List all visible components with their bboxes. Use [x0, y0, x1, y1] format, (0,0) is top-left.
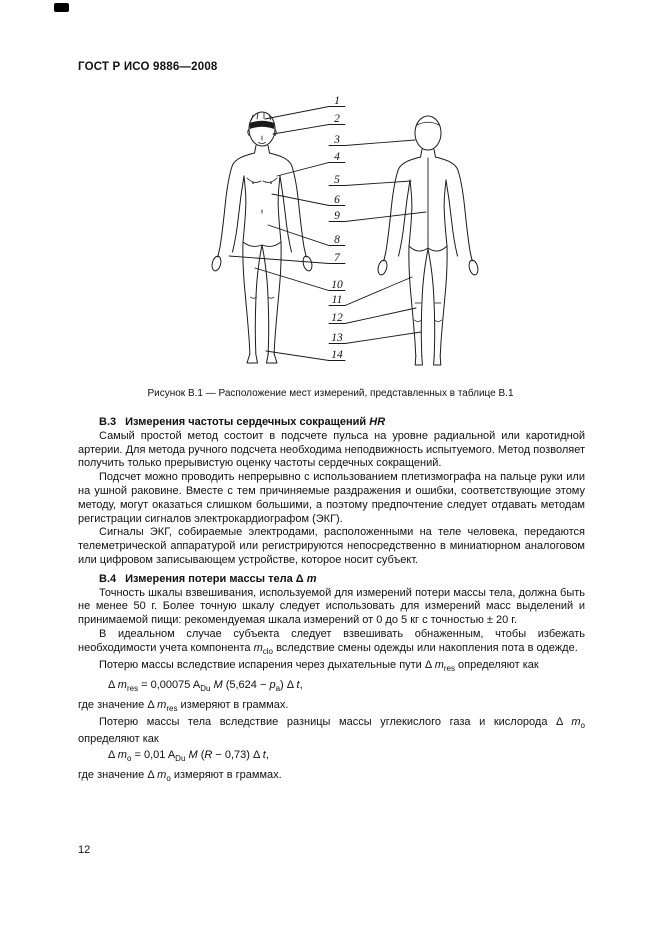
var-m-res: m — [157, 698, 167, 711]
var-m-clo: m — [253, 641, 263, 654]
headband — [250, 121, 274, 129]
figure-label-2: 2 — [334, 113, 340, 125]
figure-label-6: 6 — [334, 194, 340, 206]
formula-var: A — [192, 678, 201, 691]
paragraph-b4-3 — [78, 659, 585, 676]
doc-header-title: ГОСТ Р ИСО 9886—2008 — [78, 61, 218, 73]
sub-o: o — [166, 774, 171, 784]
formula-sub: o — [126, 754, 132, 764]
formula-part: ( — [200, 749, 205, 762]
formula-part: ) Δ — [280, 678, 297, 691]
formula-var: M — [185, 749, 201, 762]
figure-label-10: 10 — [331, 279, 343, 291]
formula-var: A — [167, 749, 176, 762]
paragraph-b4-4-text: где значение Δ — [78, 698, 158, 711]
section-b4-heading — [78, 573, 585, 587]
paragraph-b3-3: Сигналы ЭКГ, собираемые электродами, расположенными на теле человека, передаются телеметрической аппаратурой или регистрируются непосредственно в миниатюрном аналоговом или цифровом записывающем устройстве, которое носит субъект. — [78, 526, 585, 566]
paragraph-b4-1: Точность шкалы взвешивания, используемой для измерений потери массы тела, должна быть не менее 50 г. Более точную шкалу следует использовать для измерений масс выделений и принимаемой пищи: рекомендуемая шкала измерений от 0 до 5 кг с точностью ± 20 г. — [78, 586, 585, 627]
formula-part: (5,624 − — [225, 678, 270, 691]
figure-label-11: 11 — [331, 294, 343, 306]
figure-caption: Рисунок В.1 — Расположение мест измерений, представленных в таблице В.1 — [147, 388, 514, 399]
paragraph-b4-2-text: В идеальном случае субъекта следует взвешивать обнаженным, чтобы избежать необходимости учета компонента — [78, 627, 585, 654]
formula-var: t — [296, 678, 300, 691]
sub-res: res — [443, 663, 455, 673]
formula-sub: Du — [175, 754, 186, 764]
figure-label-4: 4 — [334, 151, 340, 163]
paragraph-b3-2: Подсчет можно проводить непрерывно с использованием плетизмографа на пальце руки или на ушной раковине. Вместе с тем причиняемые раздражения и ошибки, соответствующие этому методу, могут оказаться слишком большими, а поэтому предпочтение следует отдавать методам регистрации сигналов электрокардиографом (ЭКГ). — [78, 471, 585, 525]
var-m-o: m — [571, 715, 581, 728]
paragraph-b4-6-text: где значение Δ — [78, 769, 158, 782]
front-body-figure — [211, 112, 314, 363]
formula-part: − 0,73) Δ — [212, 749, 263, 762]
body-text — [78, 416, 585, 786]
formula-sub: a — [275, 683, 281, 693]
section-b4-number: В.4 — [99, 572, 117, 585]
section-b3-symbol: HR — [369, 416, 386, 428]
formula-var: m — [117, 678, 127, 691]
paragraph-b4-3-text-end: определяют как — [454, 658, 539, 671]
figure-label-3: 3 — [334, 134, 340, 146]
paragraph-b4-5 — [78, 716, 585, 747]
paragraph-b4-4 — [78, 699, 585, 716]
formula-var: m — [117, 749, 127, 762]
paragraph-b4-6 — [78, 769, 585, 786]
sub-o: o — [580, 720, 585, 730]
formula-part: , — [265, 749, 269, 762]
scan-artifact-mark — [54, 3, 69, 12]
section-b3-heading — [78, 416, 585, 430]
sub-clo: clo — [262, 646, 274, 656]
figure-label-9: 9 — [334, 210, 340, 222]
formula-var: M — [210, 678, 226, 691]
formula-delta-m-res — [78, 679, 585, 696]
formula-delta-m-o — [78, 749, 585, 766]
figure-label-1: 1 — [334, 95, 340, 107]
sub-res: res — [166, 703, 178, 713]
formula-var: R — [204, 749, 213, 762]
figure-label-7: 7 — [334, 252, 340, 264]
back-body-figure — [377, 116, 480, 365]
formula-var: p — [269, 678, 276, 691]
formula-part: , — [299, 678, 303, 691]
var-m-o: m — [157, 769, 167, 782]
callout-lines — [229, 107, 426, 361]
figure-b1 — [165, 92, 495, 384]
figure-label-8: 8 — [334, 234, 340, 246]
section-b3-title: Измерения частоты сердечных сокращений — [125, 416, 370, 428]
paragraph-b4-4-text-end: измеряют в граммах. — [177, 698, 289, 711]
paragraph-b4-2-text-end: вследствие смены одежды или накопления пота в одежде. — [273, 641, 578, 654]
formula-part: Δ — [108, 749, 118, 762]
paragraph-b3-1: Самый простой метод состоит в подсчете пульса на уровне радиальной или каротидной артерии. Для метода ручного подсчета необходима неподвижность испытуемого. Метод позволяет получить только прерывистую оценку частоты сердечных сокращений. — [78, 429, 585, 470]
figure-label-5: 5 — [334, 174, 340, 186]
paragraph-b4-5-text: Потерю массы тела вследствие разницы массы углекислого газа и кислорода Δ — [99, 715, 572, 728]
figure-labels — [331, 95, 343, 361]
formula-part: = 0,00075 — [138, 678, 193, 691]
formula-sub: Du — [200, 683, 211, 693]
page-number: 12 — [78, 844, 91, 856]
paragraph-b4-6-text-end: измеряют в граммах. — [170, 769, 282, 782]
paragraph-b4-3-text: Потерю массы вследствие испарения через дыхательные пути Δ — [99, 658, 435, 671]
figure-label-14: 14 — [331, 349, 343, 361]
formula-part: = 0,01 — [131, 749, 168, 762]
section-b4-title: Измерения потери массы тела Δ — [125, 572, 307, 585]
formula-sub: res — [126, 683, 139, 693]
paragraph-b4-2 — [78, 628, 585, 659]
formula-var: t — [262, 749, 266, 762]
var-m-res: m — [434, 658, 444, 671]
figure-label-13: 13 — [331, 332, 343, 344]
section-b4-symbol: m — [306, 572, 317, 585]
formula-part: Δ — [108, 678, 118, 691]
figure-label-12: 12 — [331, 312, 343, 324]
paragraph-b4-5-text-end: определяют как — [78, 732, 159, 745]
section-b3-number: В.3 — [99, 416, 117, 428]
